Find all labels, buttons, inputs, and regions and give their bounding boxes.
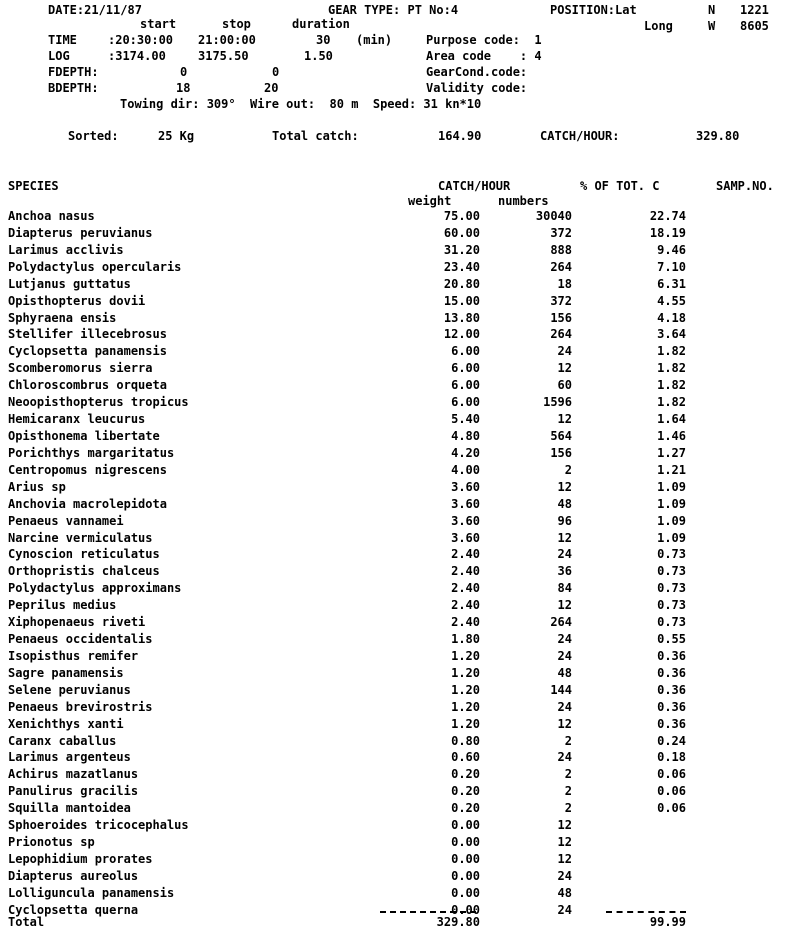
area-code: Area code : 4 xyxy=(426,49,542,63)
species-name: Stellifer illecebrosus xyxy=(8,327,167,342)
table-row xyxy=(0,345,800,359)
table-row xyxy=(0,328,800,342)
pct-value: 18.19 xyxy=(649,225,686,240)
species-name: Xenichthys xanti xyxy=(8,716,124,731)
species-name: Prionotus sp xyxy=(8,835,95,849)
pct-header: % OF TOT. C xyxy=(580,179,660,193)
weight-value: 0.00 xyxy=(451,818,480,833)
numbers-value: 2 xyxy=(564,767,572,782)
towing-line: Towing dir: 309° Wire out: 80 m Speed: 31 kn*10 xyxy=(120,97,482,111)
weight-value: 0.00 xyxy=(451,868,480,883)
weight-value: 1.20 xyxy=(451,699,480,714)
table-row xyxy=(0,616,800,630)
species-name: Anchoa nasus xyxy=(8,209,95,223)
species-name: Cyclopsetta panamensis xyxy=(8,344,167,359)
species-name: Sagre panamensis xyxy=(8,665,124,680)
numbers-value: 1596 xyxy=(543,395,572,410)
species-name: Arius sp xyxy=(8,479,66,494)
species-name: Hemicaranx leucurus xyxy=(8,412,146,426)
table-row xyxy=(0,870,800,884)
species-name: Larimus acclivis xyxy=(8,242,124,257)
numbers-value: 156 xyxy=(550,445,572,460)
weight-value: 4.00 xyxy=(451,462,480,477)
species-name: Xiphopenaeus riveti xyxy=(8,615,146,630)
pct-value: 0.36 xyxy=(657,682,686,697)
species-name: Lolliguncula panamensis xyxy=(8,885,175,900)
gear-type: GEAR TYPE: PT No:4 xyxy=(328,3,459,17)
species-name: Isopisthus remifer xyxy=(8,648,139,663)
fdepth-stop: 0 xyxy=(272,65,280,79)
pct-total-rule xyxy=(606,911,686,913)
species-name: Cynoscion reticulatus xyxy=(8,547,160,562)
table-row xyxy=(0,261,800,275)
table-row xyxy=(0,481,800,495)
weight-value: 2.40 xyxy=(451,598,480,613)
numbers-value: 36 xyxy=(557,564,572,579)
species-name: Opisthonema libertate xyxy=(8,429,160,443)
species-name: Lepophidium prorates xyxy=(8,852,153,866)
numbers-value: 12 xyxy=(557,835,572,849)
table-row xyxy=(0,582,800,596)
total-pct: 99.99 xyxy=(649,915,686,929)
numbers-value: 372 xyxy=(550,293,572,308)
numbers-value: 372 xyxy=(550,225,572,240)
table-row xyxy=(0,532,800,546)
pct-value: 4.18 xyxy=(657,310,686,325)
table-row xyxy=(0,785,800,799)
weight-value: 6.00 xyxy=(451,378,480,393)
numbers-value: 24 xyxy=(557,547,572,562)
time-stop: 21:00:00 xyxy=(198,33,256,47)
pct-value: 1.09 xyxy=(657,530,686,545)
weight-value: 3.60 xyxy=(451,479,480,494)
total-weight: 329.80 xyxy=(436,915,480,929)
weight-value: 3.60 xyxy=(451,530,480,545)
weight-value: 12.00 xyxy=(443,327,480,342)
table-row xyxy=(0,413,800,427)
table-row xyxy=(0,751,800,765)
pct-value: 0.73 xyxy=(657,547,686,562)
weight-value: 0.00 xyxy=(451,885,480,900)
pct-value: 1.21 xyxy=(657,462,686,477)
pct-value: 0.36 xyxy=(657,716,686,731)
weight-value: 0.00 xyxy=(451,852,480,866)
weight-value: 2.40 xyxy=(451,581,480,596)
species-name: Centropomus nigrescens xyxy=(8,462,167,477)
species-name: Chloroscombrus orqueta xyxy=(8,378,167,393)
pct-value: 1.09 xyxy=(657,496,686,511)
pct-value: 0.36 xyxy=(657,699,686,714)
log-stop: 3175.50 xyxy=(198,49,249,63)
table-row xyxy=(0,362,800,376)
weight-value: 0.80 xyxy=(451,733,480,748)
sorted-value: 25 Kg xyxy=(158,129,195,143)
weight-value: 31.20 xyxy=(443,242,480,257)
pct-value: 0.18 xyxy=(657,750,686,765)
pct-value: 9.46 xyxy=(657,242,686,257)
numbers-value: 12 xyxy=(557,412,572,426)
table-row xyxy=(0,379,800,393)
log-start: :3174.00 xyxy=(108,49,166,63)
species-name: Panulirus gracilis xyxy=(8,784,139,799)
table-row xyxy=(0,227,800,241)
gearcond-code: GearCond.code: xyxy=(426,65,528,79)
numbers-value: 48 xyxy=(557,665,572,680)
catch-hour-value: 329.80 xyxy=(696,129,740,143)
species-name: Sphyraena ensis xyxy=(8,310,117,325)
pct-value: 22.74 xyxy=(649,209,686,223)
species-name: Porichthys margaritatus xyxy=(8,445,175,460)
species-name: Squilla mantoidea xyxy=(8,801,131,816)
weight-header: weight xyxy=(408,194,452,208)
numbers-value: 2 xyxy=(564,784,572,799)
species-name: Polydactylus opercularis xyxy=(8,259,182,274)
pct-value: 7.10 xyxy=(657,259,686,274)
log-label: LOG xyxy=(48,49,70,63)
numbers-value: 24 xyxy=(557,750,572,765)
species-name: Lutjanus guttatus xyxy=(8,276,131,291)
species-name: Selene peruvianus xyxy=(8,682,131,697)
weight-value: 0.60 xyxy=(451,750,480,765)
numbers-value: 156 xyxy=(550,310,572,325)
table-row xyxy=(0,312,800,326)
numbers-value: 24 xyxy=(557,699,572,714)
species-name: Anchovia macrolepidota xyxy=(8,496,167,511)
table-row xyxy=(0,650,800,664)
table-row xyxy=(0,244,800,258)
weight-value: 0.20 xyxy=(451,767,480,782)
pct-value: 0.55 xyxy=(657,632,686,646)
col-start-label: start xyxy=(140,17,177,31)
table-row xyxy=(0,430,800,444)
pct-value: 1.09 xyxy=(657,513,686,528)
pct-value: 1.82 xyxy=(657,395,686,410)
weight-value: 75.00 xyxy=(443,209,480,223)
pct-value: 1.09 xyxy=(657,479,686,494)
species-header: SPECIES xyxy=(8,179,59,193)
numbers-value: 2 xyxy=(564,462,572,477)
pct-value: 0.73 xyxy=(657,581,686,596)
table-row xyxy=(0,667,800,681)
weight-value: 0.00 xyxy=(451,902,480,917)
numbers-value: 48 xyxy=(557,885,572,900)
table-row xyxy=(0,447,800,461)
pct-value: 6.31 xyxy=(657,276,686,291)
weight-value: 20.80 xyxy=(443,276,480,291)
species-name: Cyclopsetta querna xyxy=(8,902,139,917)
table-row xyxy=(0,210,800,224)
species-name: Penaeus occidentalis xyxy=(8,632,153,646)
sorted-label: Sorted: xyxy=(68,129,119,143)
weight-total-rule xyxy=(380,911,476,913)
weight-value: 1.20 xyxy=(451,648,480,663)
table-row xyxy=(0,295,800,309)
validity-code: Validity code: xyxy=(426,81,528,95)
weight-value: 13.80 xyxy=(443,310,480,325)
table-row xyxy=(0,278,800,292)
numbers-value: 12 xyxy=(557,852,572,866)
species-name: Larimus argenteus xyxy=(8,750,131,765)
pct-value: 0.73 xyxy=(657,564,686,579)
numbers-header: numbers xyxy=(498,194,549,208)
pct-value: 0.24 xyxy=(657,733,686,748)
table-row xyxy=(0,836,800,850)
pct-value: 1.82 xyxy=(657,361,686,376)
table-row xyxy=(0,768,800,782)
time-start: :20:30:00 xyxy=(108,33,174,47)
weight-value: 0.20 xyxy=(451,784,480,799)
pct-value: 0.73 xyxy=(657,598,686,613)
weight-value: 4.80 xyxy=(451,429,480,443)
samp-header: SAMP.NO. xyxy=(716,179,774,193)
catch-hour-header: CATCH/HOUR xyxy=(438,179,511,193)
weight-value: 60.00 xyxy=(443,225,480,240)
species-name: Peprilus medius xyxy=(8,598,117,613)
table-row xyxy=(0,853,800,867)
table-row xyxy=(0,599,800,613)
weight-value: 6.00 xyxy=(451,344,480,359)
time-duration: 30 xyxy=(316,33,331,47)
table-row xyxy=(0,802,800,816)
numbers-value: 30040 xyxy=(535,209,572,223)
numbers-value: 12 xyxy=(557,361,572,376)
numbers-value: 12 xyxy=(557,716,572,731)
numbers-value: 12 xyxy=(557,530,572,545)
time-unit: (min) xyxy=(356,33,393,47)
time-label: TIME xyxy=(48,33,77,47)
numbers-value: 12 xyxy=(557,598,572,613)
total-catch-label: Total catch: xyxy=(272,129,359,143)
fdepth-start: 0 xyxy=(180,65,188,79)
pct-value: 0.36 xyxy=(657,665,686,680)
weight-value: 0.20 xyxy=(451,801,480,816)
position-label: POSITION:Lat xyxy=(550,3,637,17)
numbers-value: 564 xyxy=(550,429,572,443)
species-name: Diapterus peruvianus xyxy=(8,225,153,240)
numbers-value: 888 xyxy=(550,242,572,257)
bdepth-stop: 20 xyxy=(264,81,279,95)
date: DATE:21/11/87 xyxy=(48,3,142,17)
pct-value: 3.64 xyxy=(657,327,686,342)
numbers-value: 264 xyxy=(550,615,572,630)
lat-hemisphere: N xyxy=(708,3,716,17)
numbers-value: 60 xyxy=(557,378,572,393)
numbers-value: 24 xyxy=(557,632,572,646)
numbers-value: 12 xyxy=(557,479,572,494)
pct-value: 1.46 xyxy=(657,429,686,443)
table-row xyxy=(0,515,800,529)
pct-value: 1.82 xyxy=(657,344,686,359)
numbers-value: 144 xyxy=(550,682,572,697)
species-name: Sphoeroides tricocephalus xyxy=(8,818,189,833)
weight-value: 6.00 xyxy=(451,361,480,376)
numbers-value: 18 xyxy=(557,276,572,291)
purpose-code: Purpose code: 1 xyxy=(426,33,542,47)
species-name: Polydactylus approximans xyxy=(8,581,182,596)
numbers-value: 84 xyxy=(557,581,572,596)
numbers-value: 96 xyxy=(557,513,572,528)
weight-value: 1.20 xyxy=(451,665,480,680)
pct-value: 1.64 xyxy=(657,412,686,426)
numbers-value: 48 xyxy=(557,496,572,511)
col-stop-label: stop xyxy=(222,17,251,31)
species-name: Penaeus brevirostris xyxy=(8,699,153,714)
numbers-value: 24 xyxy=(557,648,572,663)
table-row xyxy=(0,819,800,833)
total-label: Total xyxy=(8,915,45,929)
weight-value: 6.00 xyxy=(451,395,480,410)
pct-value: 1.27 xyxy=(657,445,686,460)
weight-value: 3.60 xyxy=(451,513,480,528)
species-name: Scomberomorus sierra xyxy=(8,361,153,376)
numbers-value: 264 xyxy=(550,327,572,342)
bdepth-label: BDEPTH: xyxy=(48,81,99,95)
numbers-value: 24 xyxy=(557,902,572,917)
table-row xyxy=(0,684,800,698)
table-row xyxy=(0,498,800,512)
log-duration: 1.50 xyxy=(304,49,333,63)
long-value: 8605 xyxy=(740,19,769,33)
species-name: Penaeus vannamei xyxy=(8,513,124,528)
table-row xyxy=(0,565,800,579)
pct-value: 4.55 xyxy=(657,293,686,308)
pct-value: 0.06 xyxy=(657,767,686,782)
long-label: Long xyxy=(644,19,673,33)
pct-value: 1.82 xyxy=(657,378,686,393)
weight-value: 23.40 xyxy=(443,259,480,274)
table-row xyxy=(0,701,800,715)
weight-value: 15.00 xyxy=(443,293,480,308)
catch-hour-label: CATCH/HOUR: xyxy=(540,129,620,143)
species-name: Narcine vermiculatus xyxy=(8,530,153,545)
numbers-value: 24 xyxy=(557,344,572,359)
numbers-value: 24 xyxy=(557,868,572,883)
table-row xyxy=(0,396,800,410)
weight-value: 3.60 xyxy=(451,496,480,511)
table-row xyxy=(0,718,800,732)
species-name: Caranx caballus xyxy=(8,733,117,748)
table-row xyxy=(0,735,800,749)
col-duration-label: duration xyxy=(292,17,350,31)
pct-value: 0.36 xyxy=(657,648,686,663)
pct-value: 0.06 xyxy=(657,784,686,799)
total-catch-value: 164.90 xyxy=(438,129,482,143)
species-name: Opisthopterus dovii xyxy=(8,293,146,308)
long-hemisphere: W xyxy=(708,19,716,33)
weight-value: 2.40 xyxy=(451,615,480,630)
weight-value: 5.40 xyxy=(451,412,480,426)
species-name: Orthopristis chalceus xyxy=(8,564,160,579)
table-row xyxy=(0,464,800,478)
species-name: Achirus mazatlanus xyxy=(8,767,139,782)
numbers-value: 2 xyxy=(564,801,572,816)
weight-value: 2.40 xyxy=(451,547,480,562)
weight-value: 4.20 xyxy=(451,445,480,460)
pct-value: 0.73 xyxy=(657,615,686,630)
weight-value: 0.00 xyxy=(451,835,480,849)
numbers-value: 12 xyxy=(557,818,572,833)
numbers-value: 264 xyxy=(550,259,572,274)
species-name: Diapterus aureolus xyxy=(8,868,139,883)
bdepth-start: 18 xyxy=(176,81,191,95)
fdepth-label: FDEPTH: xyxy=(48,65,99,79)
species-name: Neoopisthopterus tropicus xyxy=(8,395,189,410)
table-row xyxy=(0,548,800,562)
weight-value: 2.40 xyxy=(451,564,480,579)
table-row xyxy=(0,633,800,647)
weight-value: 1.20 xyxy=(451,716,480,731)
lat-value: 1221 xyxy=(740,3,769,17)
numbers-value: 2 xyxy=(564,733,572,748)
table-row xyxy=(0,887,800,901)
weight-value: 1.20 xyxy=(451,682,480,697)
pct-value: 0.06 xyxy=(657,801,686,816)
weight-value: 1.80 xyxy=(451,632,480,646)
